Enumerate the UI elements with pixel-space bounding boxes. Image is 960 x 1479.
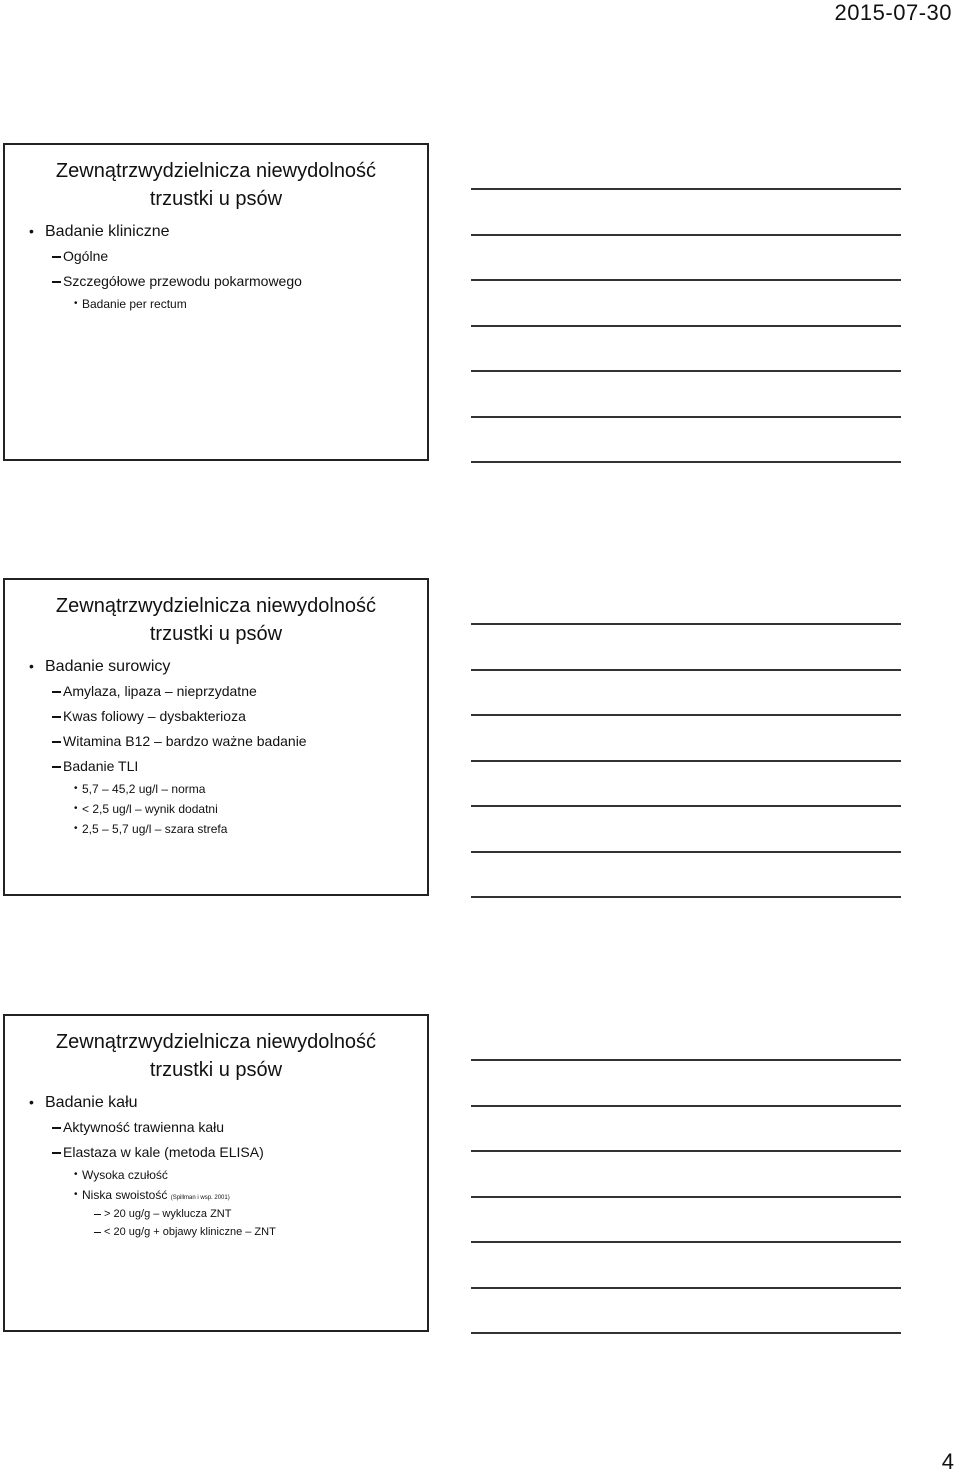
bullet-text: < 2,5 ug/l – wynik dodatni: [82, 802, 218, 816]
bullet-text: Badanie kliniczne: [45, 223, 170, 240]
slide-bullet-list: [5, 1090, 427, 1241]
note-line: [471, 1332, 901, 1334]
bullet-level-3: [5, 1185, 427, 1205]
bullet-level-2: [5, 754, 427, 779]
bullet-text: < 20 ug/g + objawy kliniczne – ZNT: [104, 1226, 276, 1238]
bullet-level-1: [5, 1090, 427, 1115]
note-line: [471, 188, 901, 190]
slide-title-line-2: trzustki u psów: [149, 623, 283, 645]
note-line: [471, 851, 901, 853]
bullet-level-2: [5, 729, 427, 754]
bullet-text: Badanie kału: [45, 1094, 138, 1111]
slide-title-line-1: Zewnątrzwydzielnicza niewydolność: [55, 1031, 377, 1053]
page-number: 4: [941, 1449, 954, 1474]
bullet-level-1: [5, 654, 427, 679]
bullet-text: Amylaza, lipaza – nieprzydatne: [63, 683, 257, 699]
bullet-text: Ogólne: [63, 248, 109, 264]
bullet-level-2: [5, 1140, 427, 1165]
note-line: [471, 1059, 901, 1061]
bullet-text: Aktywność trawienna kału: [63, 1119, 225, 1135]
note-line: [471, 234, 901, 236]
bullet-level-4: [5, 1205, 427, 1223]
print-date: 2015-07-30: [834, 0, 952, 25]
note-line: [471, 1241, 901, 1243]
slide-title-line-2: trzustki u psów: [149, 1059, 283, 1081]
slide-thumbnail-1: [3, 143, 429, 461]
bullet-text: Badanie surowicy: [45, 658, 171, 675]
bullet-text: Szczegółowe przewodu pokarmowego: [63, 273, 302, 289]
bullet-level-2: [5, 679, 427, 704]
bullet-level-3: [5, 819, 427, 839]
bullet-text: Badanie TLI: [63, 758, 139, 774]
bullet-text: 2,5 – 5,7 ug/l – szara strefa: [82, 822, 228, 836]
bullet-level-3: [5, 294, 427, 314]
slide-bullet-list: [5, 654, 427, 839]
bullet-level-4: [5, 1223, 427, 1241]
slide-title: [5, 1028, 427, 1084]
slide-title-line-2: trzustki u psów: [149, 188, 283, 210]
note-line: [471, 623, 901, 625]
note-line: [471, 1105, 901, 1107]
note-line: [471, 461, 901, 463]
note-line: [471, 1150, 901, 1152]
note-line: [471, 279, 901, 281]
bullet-text: Badanie per rectum: [82, 297, 187, 311]
slide-bullet-list: [5, 219, 427, 314]
slide-thumbnail-3: [3, 1014, 429, 1332]
note-line: [471, 370, 901, 372]
bullet-text: > 20 ug/g – wyklucza ZNT: [104, 1208, 232, 1220]
note-line: [471, 805, 901, 807]
note-line: [471, 760, 901, 762]
slide-title-line-1: Zewnątrzwydzielnicza niewydolność: [55, 595, 377, 617]
bullet-level-2: [5, 244, 427, 269]
note-line: [471, 1196, 901, 1198]
note-line: [471, 416, 901, 418]
bullet-level-2: [5, 704, 427, 729]
bullet-text: Elastaza w kale (metoda ELISA): [63, 1144, 264, 1160]
slide-thumbnail-2: [3, 578, 429, 896]
note-line: [471, 714, 901, 716]
bullet-text: Kwas foliowy – dysbakterioza: [63, 708, 246, 724]
bullet-level-2: [5, 269, 427, 294]
note-line: [471, 325, 901, 327]
citation-text: (Spillman i wsp. 2001): [170, 1195, 230, 1201]
bullet-level-3: [5, 799, 427, 819]
bullet-text: 5,7 – 45,2 ug/l – norma: [82, 782, 206, 796]
slide-title-line-1: Zewnątrzwydzielnicza niewydolność: [55, 160, 377, 182]
bullet-level-2: [5, 1115, 427, 1140]
slide-title: [5, 157, 427, 213]
bullet-text: Wysoka czułość: [82, 1168, 168, 1182]
note-line: [471, 669, 901, 671]
bullet-level-3: [5, 1165, 427, 1185]
bullet-text: Niska swoistość: [82, 1188, 168, 1202]
note-line: [471, 1287, 901, 1289]
note-line: [471, 896, 901, 898]
bullet-level-1: [5, 219, 427, 244]
bullet-text: Witamina B12 – bardzo ważne badanie: [63, 733, 307, 749]
slide-title: [5, 592, 427, 648]
bullet-level-3: [5, 779, 427, 799]
